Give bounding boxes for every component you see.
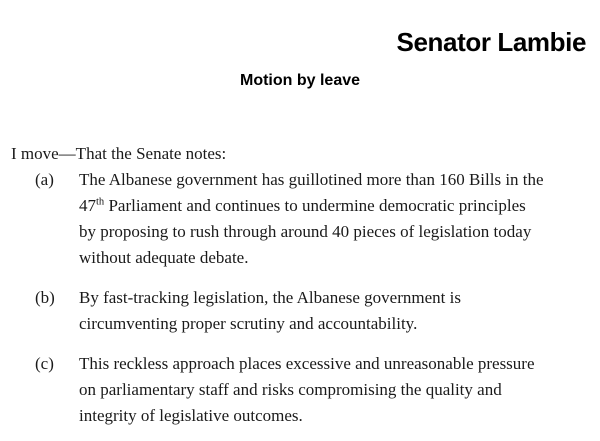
list-item-label: (b) <box>35 288 55 307</box>
motion-list <box>0 167 600 429</box>
document-title: Senator Lambie <box>396 27 586 57</box>
list-item <box>0 285 600 337</box>
motion-intro: I move—That the Senate notes: <box>11 144 227 163</box>
list-item-text: This reckless approach places excessive and unreasonable pressure on parliamentary staff and risks compromising the quality and integrity of legislative outcomes. <box>79 354 535 425</box>
list-item-text: The Albanese government has guillotined more than 160 Bills in the 47th Parliament and continues to undermine democratic principles by proposing to rush through around 40 pieces of legislation today without adequate debate. <box>79 170 544 267</box>
list-item-label: (a) <box>35 170 54 189</box>
document-subtitle: Motion by leave <box>239 72 361 89</box>
list-item <box>0 351 600 429</box>
list-item-text: By fast-tracking legislation, the Albanese government is circumventing proper scrutiny and accountability. <box>79 288 461 333</box>
list-item-label: (c) <box>35 354 54 373</box>
list-item <box>0 167 600 271</box>
